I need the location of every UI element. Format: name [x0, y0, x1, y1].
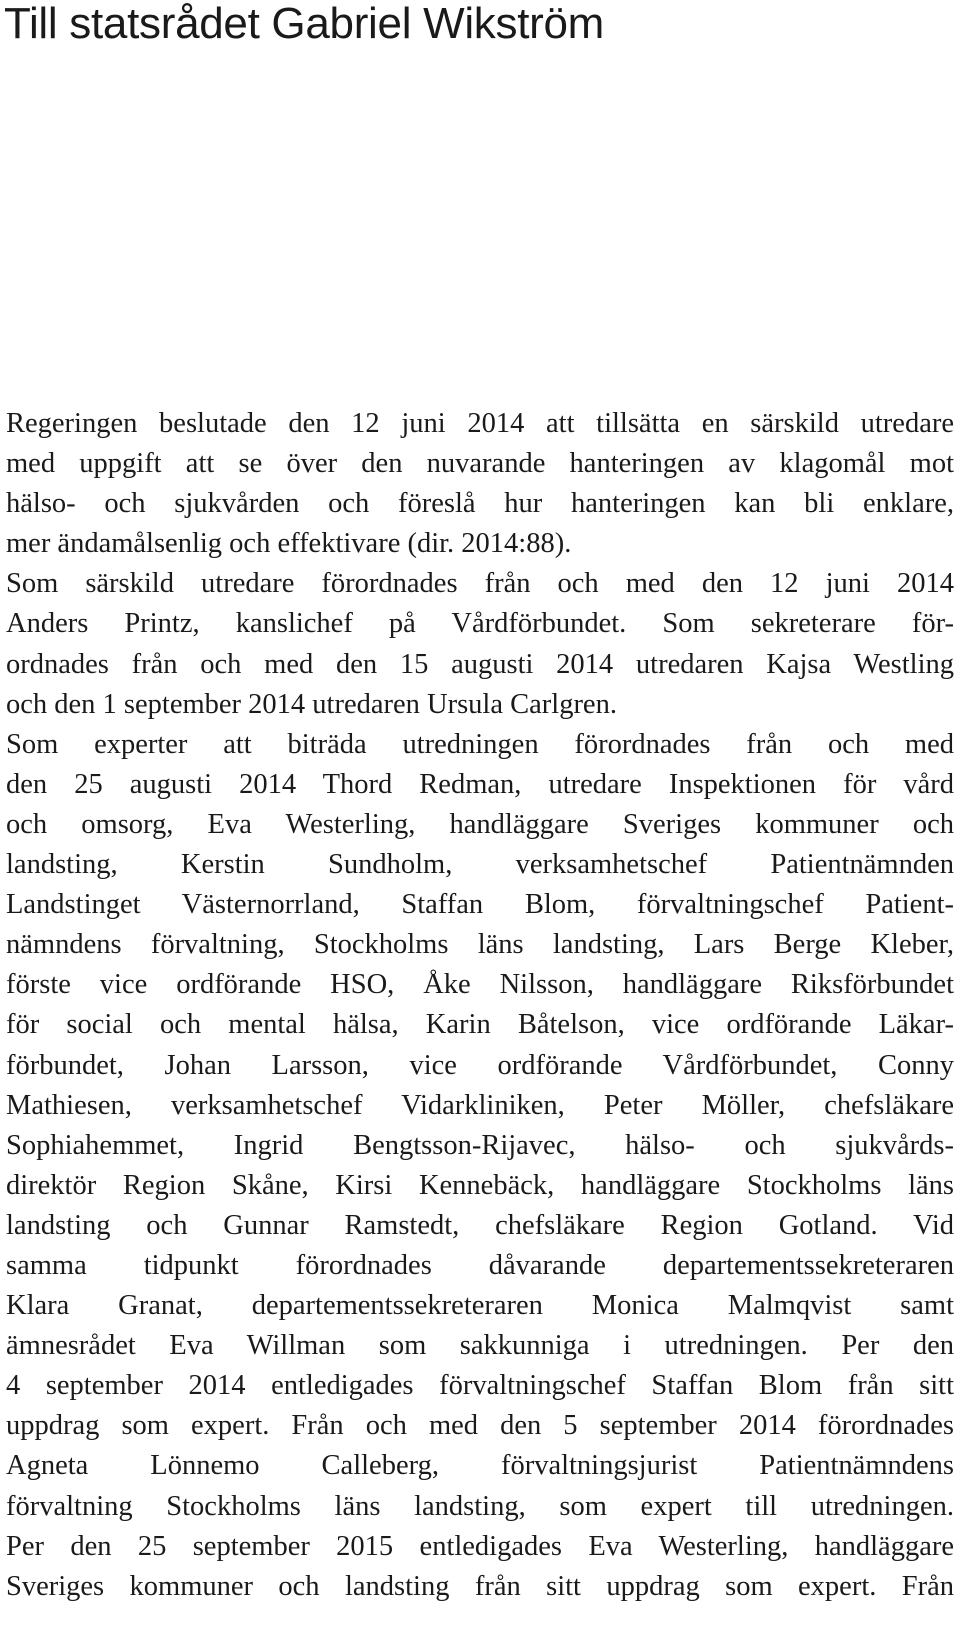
text-line: landsting och Gunnar Ramstedt, chefsläkare Region Gotland. Vid: [6, 1209, 954, 1241]
text-line: Per den 25 september 2015 entledigades Eva Westerling, handläggare: [6, 1530, 954, 1562]
text-line: med uppgift att se över den nuvarande hanteringen av klagomål mot: [6, 448, 954, 480]
text-line: Landstinget Västernorrland, Staffan Blom, förvaltningschef Patient-: [6, 889, 954, 921]
text-line: Regeringen beslutade den 12 juni 2014 att tillsätta en särskild utredare: [6, 408, 954, 439]
text-line: den 25 augusti 2014 Thord Redman, utredare Inspektionen för vård: [6, 768, 954, 800]
text-line: 4 september 2014 entledigades förvaltningschef Staffan Blom från sitt: [6, 1370, 954, 1402]
text-line: hälso- och sjukvården och föreslå hur hanteringen kan bli enklare,: [6, 488, 954, 520]
text-line: samma tidpunkt förordnades dåvarande departementssekreteraren: [6, 1249, 954, 1281]
text-line: Agneta Lönnemo Calleberg, förvaltningsjurist Patientnämndens: [6, 1450, 954, 1482]
text-line: Anders Printz, kanslichef på Vårdförbundet. Som sekreterare för-: [6, 608, 954, 640]
text-line: landsting, Kerstin Sundholm, verksamhetschef Patientnämnden: [6, 849, 954, 881]
text-line: ordnades från och med den 15 augusti 2014 utredaren Kajsa Westling: [6, 648, 954, 680]
text-line: Klara Granat, departementssekreteraren Monica Malmqvist samt: [6, 1290, 954, 1322]
text-line: förvaltning Stockholms läns landsting, som expert till utredningen.: [6, 1490, 954, 1522]
text-line: Som särskild utredare förordnades från och med den 12 juni 2014: [6, 568, 954, 600]
text-line: förbundet, Johan Larsson, vice ordförande Vårdförbundet, Conny: [6, 1049, 954, 1081]
page-title: Till statsrådet Gabriel Wikström: [4, 0, 604, 48]
text-line: Mathiesen, verksamhetschef Vidarkliniken, Peter Möller, chefsläkare: [6, 1089, 954, 1121]
text-line: och omsorg, Eva Westerling, handläggare Sveriges kommuner och: [6, 808, 954, 840]
text-line: och den 1 september 2014 utredaren Ursula Carlgren.: [6, 688, 617, 720]
text-line: förste vice ordförande HSO, Åke Nilsson, handläggare Riksförbundet: [6, 969, 954, 1001]
text-line: ämnesrådet Eva Willman som sakkunniga i utredningen. Per den: [6, 1330, 954, 1362]
text-line: Som experter att biträda utredningen förordnades från och med: [6, 728, 954, 760]
text-line: Sophiahemmet, Ingrid Bengtsson-Rijavec, hälso- och sjukvårds-: [6, 1129, 954, 1161]
text-line: direktör Region Skåne, Kirsi Kennebäck, handläggare Stockholms läns: [6, 1169, 954, 1201]
text-line: mer ändamålsenlig och effektivare (dir. 2014:88).: [6, 528, 572, 560]
text-line: för social och mental hälsa, Karin Båtelson, vice ordförande Läkar-: [6, 1009, 954, 1041]
text-line: nämndens förvaltning, Stockholms läns landsting, Lars Berge Kleber,: [6, 929, 954, 961]
text-line: uppdrag som expert. Från och med den 5 september 2014 förordnades: [6, 1410, 954, 1442]
document-body: [6, 404, 954, 1607]
text-line: Sveriges kommuner och landsting från sitt uppdrag som expert. Från: [6, 1570, 954, 1602]
